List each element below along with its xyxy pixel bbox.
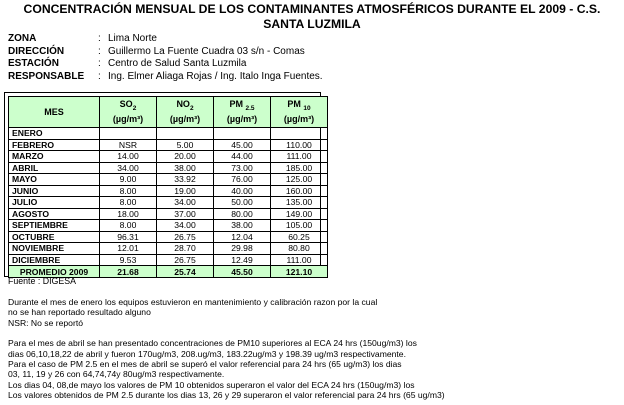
title-line-2: SANTA LUZMILA <box>263 17 361 31</box>
month-cell: OCTUBRE <box>9 231 100 243</box>
value-cell: 44.00 <box>214 151 271 163</box>
table-row <box>9 185 328 197</box>
table-header-row <box>9 97 328 128</box>
note-line: Para el caso de PM 2.5 en el mes de abril se superó el valor referencial para 24 hrs (65 ug/m3) los dias <box>8 359 402 370</box>
value-cell: 76.00 <box>214 174 271 186</box>
note-line: 03, 11, 19 y 26 con 64,74,74y 80ug/m3 respectivamente. <box>8 369 225 380</box>
table-row <box>9 243 328 255</box>
info-row-zona <box>8 33 323 46</box>
concentration-table <box>8 96 328 278</box>
info-separator: : <box>98 45 101 57</box>
value-cell: 34.00 <box>100 162 157 174</box>
table-body <box>9 128 328 278</box>
notes <box>8 297 618 401</box>
note-line: Los valores obtenidos de PM 2.5 durante los dias 13, 26 y 29 superaron el valor referencial para 24 hrs (65 ug/m3) <box>8 390 445 401</box>
info-label: DIRECCIÓN <box>8 45 65 57</box>
info-label: RESPONSABLE <box>8 70 85 82</box>
month-cell: SEPTIEMBRE <box>9 220 100 232</box>
info-row-responsable <box>8 71 323 84</box>
value-cell <box>157 128 214 140</box>
average-value: 25.74 <box>157 266 214 278</box>
header-pm10: PM $_{10}$ (µg/m³) <box>271 97 328 128</box>
value-cell: 33.92 <box>157 174 214 186</box>
value-cell: 45.00 <box>214 139 271 151</box>
average-value: 21.68 <box>100 266 157 278</box>
info-label: ZONA <box>8 33 37 44</box>
value-cell: 111.00 <box>271 254 328 266</box>
value-cell: 50.00 <box>214 197 271 209</box>
month-cell: JULIO <box>9 197 100 209</box>
value-cell: 60.25 <box>271 231 328 243</box>
info-separator: : <box>98 58 101 69</box>
header-pm25: PM $_{2.5}$ (µg/m³) <box>214 97 271 128</box>
table-row <box>9 162 328 174</box>
source-note: Fuente : DIGESA <box>8 276 76 286</box>
month-cell: JUNIO <box>9 185 100 197</box>
average-value: 45.50 <box>214 266 271 278</box>
value-cell: 29.98 <box>214 243 271 255</box>
value-cell: 26.75 <box>157 231 214 243</box>
value-cell: 12.49 <box>214 254 271 266</box>
value-cell: 9.00 <box>100 174 157 186</box>
month-cell: FEBRERO <box>9 139 100 151</box>
value-cell <box>100 128 157 140</box>
title-line-1: CONCENTRACIÓN MENSUAL DE LOS CONTAMINANTES ATMOSFÉRICOS DURANTE EL 2009 - C.S. <box>23 2 601 16</box>
value-cell: 8.00 <box>100 197 157 209</box>
month-cell: ABRIL <box>9 162 100 174</box>
value-cell: 185.00 <box>271 162 328 174</box>
value-cell: 73.00 <box>214 162 271 174</box>
info-value: Ing. Elmer Aliaga Rojas / Ing. Italo Inga Fuentes. <box>108 70 323 82</box>
note-line <box>8 328 618 338</box>
table-row <box>9 174 328 186</box>
value-cell: 40.00 <box>214 185 271 197</box>
header-mes: MES <box>9 97 100 128</box>
note-line: NSR: No se reportó <box>8 317 83 328</box>
month-cell: MAYO <box>9 174 100 186</box>
month-cell: NOVIEMBRE <box>9 243 100 255</box>
info-label: ESTACIÓN <box>8 58 59 69</box>
value-cell: 8.00 <box>100 220 157 232</box>
header-no2: $NO_2$ (µg/m³) <box>157 97 214 128</box>
info-separator: : <box>98 33 101 44</box>
value-cell: NSR <box>100 139 157 151</box>
table-row <box>9 220 328 232</box>
info-value: Lima Norte <box>108 33 157 44</box>
average-label: PROMEDIO 2009 <box>9 266 100 278</box>
value-cell: 28.70 <box>157 243 214 255</box>
table-row <box>9 197 328 209</box>
value-cell: 5.00 <box>157 139 214 151</box>
value-cell: 38.00 <box>157 162 214 174</box>
value-cell: 18.00 <box>100 208 157 220</box>
table-row <box>9 139 328 151</box>
value-cell: 125.00 <box>271 174 328 186</box>
value-cell: 8.00 <box>100 185 157 197</box>
value-cell: 9.53 <box>100 254 157 266</box>
value-cell: 14.00 <box>100 151 157 163</box>
value-cell: 105.00 <box>271 220 328 232</box>
value-cell <box>271 128 328 140</box>
value-cell: 34.00 <box>157 220 214 232</box>
value-cell: 135.00 <box>271 197 328 209</box>
month-cell: DICIEMBRE <box>9 254 100 266</box>
month-cell: ENERO <box>9 128 100 140</box>
note-line: Para el mes de abril se han presentado concentraciones de PM10 superiores al ECA 24 hrs (150ug/m3) los <box>8 338 417 349</box>
note-line: Durante el mes de enero los equipos estuvieron en mantenimiento y calibración razon por la cual <box>8 297 378 307</box>
month-cell: MARZO <box>9 151 100 163</box>
info-value: Guillermo La Fuente Cuadra 03 s/n - Comas <box>108 45 305 57</box>
value-cell <box>214 128 271 140</box>
info-separator: : <box>98 70 101 82</box>
value-cell: 12.01 <box>100 243 157 255</box>
value-cell: 149.00 <box>271 208 328 220</box>
table-row <box>9 208 328 220</box>
table-row <box>9 128 328 140</box>
table-row <box>9 231 328 243</box>
station-info <box>8 33 323 83</box>
table-row <box>9 151 328 163</box>
note-line: no se han reportado resultado alguno <box>8 307 151 318</box>
value-cell: 26.75 <box>157 254 214 266</box>
info-value: Centro de Salud Santa Luzmila <box>108 58 247 69</box>
info-row-direccion <box>8 46 323 59</box>
value-cell: 20.00 <box>157 151 214 163</box>
value-cell: 111.00 <box>271 151 328 163</box>
value-cell: 96.31 <box>100 231 157 243</box>
value-cell: 160.00 <box>271 185 328 197</box>
page-title <box>0 2 624 32</box>
month-cell: AGOSTO <box>9 208 100 220</box>
info-row-estacion <box>8 58 323 71</box>
average-value: 121.10 <box>271 266 328 278</box>
value-cell: 110.00 <box>271 139 328 151</box>
header-so2: $SO_2$ (µg/m³) <box>100 97 157 128</box>
table-row <box>9 254 328 266</box>
value-cell: 34.00 <box>157 197 214 209</box>
note-line: dias 06,10,18,22 de abril y fueron 170ug/m3, 208.ug/m3, 183.22ug/m3 y 198.39 ug/m3 respectivamente. <box>8 348 406 359</box>
note-line: Los dias 04, 08,de mayo los valores de PM 10 obtenidos superaron el valor del ECA 24 hrs (150ug/m3) los <box>8 379 415 390</box>
value-cell: 80.00 <box>214 208 271 220</box>
value-cell: 19.00 <box>157 185 214 197</box>
value-cell: 37.00 <box>157 208 214 220</box>
value-cell: 12.04 <box>214 231 271 243</box>
value-cell: 38.00 <box>214 220 271 232</box>
value-cell: 80.80 <box>271 243 328 255</box>
